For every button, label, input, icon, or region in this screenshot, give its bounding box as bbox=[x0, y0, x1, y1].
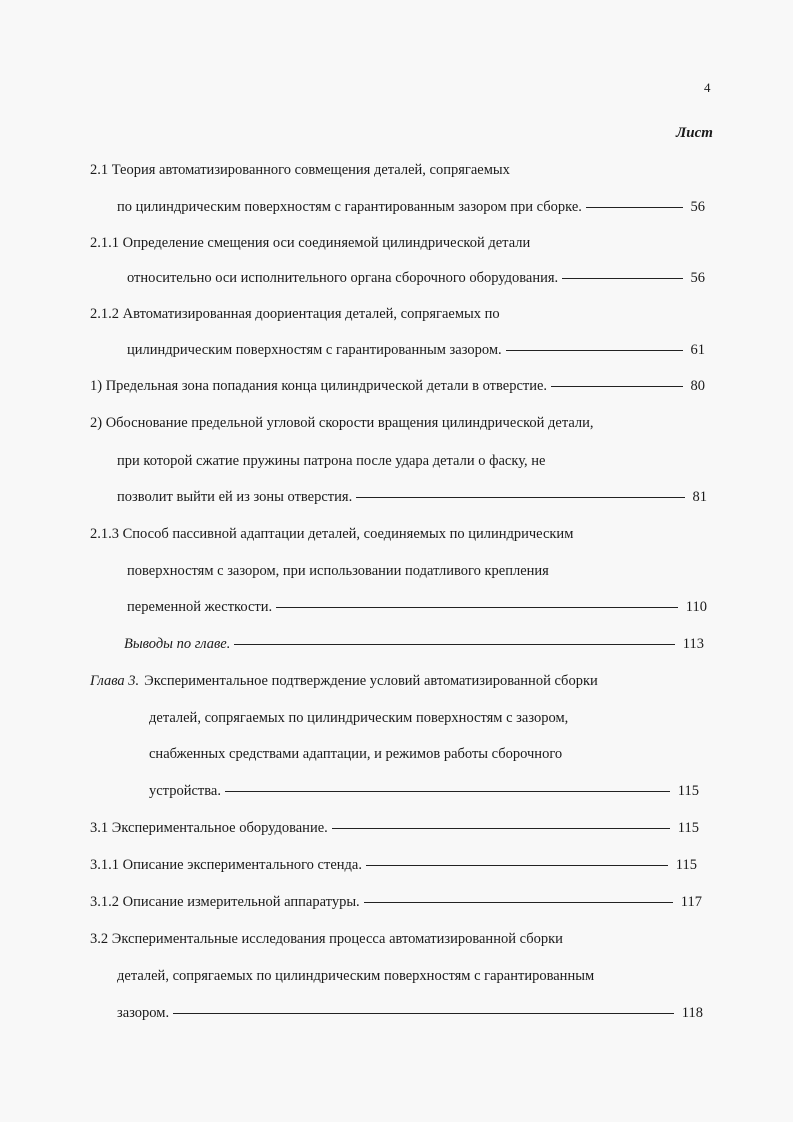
toc-page-number: 80 bbox=[690, 378, 705, 394]
toc-entry-text: 2.1.3 Способ пассивной адаптации деталей, соединяемых по цилиндрическим bbox=[90, 526, 574, 542]
dot-leader bbox=[562, 278, 682, 279]
toc-entry bbox=[90, 524, 573, 544]
page-number: 4 bbox=[704, 80, 711, 95]
toc-entry bbox=[90, 818, 699, 838]
toc-entry bbox=[90, 929, 563, 949]
toc-entry bbox=[90, 855, 697, 875]
toc-entry bbox=[124, 634, 704, 654]
dot-leader bbox=[551, 386, 682, 387]
toc-entry-text: 1) Предельная зона попадания конца цилиндрической детали в отверстие. bbox=[90, 378, 548, 394]
toc-entry-text: снабженных средствами адаптации, и режимов работы сборочного bbox=[149, 746, 563, 762]
sheet-column-label: Лист bbox=[676, 125, 713, 141]
toc-entry-text: деталей, сопрягаемых по цилиндрическим поверхностям с гарантированным bbox=[117, 968, 595, 984]
toc-entry bbox=[127, 340, 705, 360]
dot-leader bbox=[234, 644, 674, 645]
toc-entry-text: позволит выйти ей из зоны отверстия. bbox=[117, 489, 353, 505]
toc-entry-text: 3.2 Экспериментальные исследования процесса автоматизированной сборки bbox=[90, 931, 563, 947]
toc-page-number: 110 bbox=[685, 599, 707, 615]
toc-entry bbox=[90, 413, 594, 433]
toc-entry-text: 2.1.1 Определение смещения оси соединяемой цилиндрической детали bbox=[90, 235, 531, 251]
toc-entry-text: 3.1.1 Описание экспериментального стенда. bbox=[90, 857, 362, 873]
toc-entry bbox=[117, 1003, 703, 1023]
toc-entry bbox=[149, 744, 562, 764]
toc-entry bbox=[127, 561, 549, 581]
toc-entry-text: относительно оси исполнительного органа сборочного оборудования. bbox=[127, 270, 559, 286]
toc-entry bbox=[90, 160, 510, 180]
toc-page-number: 118 bbox=[681, 1005, 703, 1021]
toc-entry-text: при которой сжатие пружины патрона после удара детали о фаску, не bbox=[117, 453, 546, 469]
toc-entry-text: по цилиндрическим поверхностям с гарантированным зазором при сборке. bbox=[117, 199, 582, 215]
dot-leader bbox=[586, 207, 683, 208]
toc-entry-text: Экспериментальное подтверждение условий автоматизированной сборки bbox=[144, 673, 598, 689]
toc-entry bbox=[117, 197, 705, 217]
toc-entry bbox=[127, 268, 705, 288]
dot-leader bbox=[225, 791, 670, 792]
toc-entry bbox=[117, 451, 545, 471]
toc-entry-text: 2) Обоснование предельной угловой скорости вращения цилиндрической детали, bbox=[90, 415, 594, 431]
toc-entry-text: зазором. bbox=[117, 1005, 170, 1021]
toc-page-number: 56 bbox=[690, 199, 705, 215]
toc-entry-text: 2.1 Теория автоматизированного совмещения деталей, сопрягаемых bbox=[90, 162, 510, 178]
toc-entry bbox=[90, 892, 702, 912]
toc-page-number: 81 bbox=[692, 489, 707, 505]
toc-entry-text: цилиндрическим поверхностям с гарантированным зазором. bbox=[127, 342, 502, 358]
dot-leader bbox=[506, 350, 683, 351]
dot-leader bbox=[364, 902, 673, 903]
toc-entry-text: переменной жесткости. bbox=[127, 599, 273, 615]
toc-page-number: 113 bbox=[682, 636, 704, 652]
toc-entry-text: 2.1.2 Автоматизированная доориентация деталей, сопрягаемых по bbox=[90, 306, 500, 322]
toc-entry-text: деталей, сопрягаемых по цилиндрическим поверхностям с зазором, bbox=[149, 710, 569, 726]
toc-entry bbox=[149, 781, 699, 801]
toc-page-number: 115 bbox=[677, 820, 699, 836]
toc-entry-text: Выводы по главе. bbox=[124, 636, 231, 652]
toc-entry bbox=[90, 233, 530, 253]
chapter-prefix: Глава 3. bbox=[90, 673, 140, 689]
dot-leader bbox=[366, 865, 668, 866]
toc-page-number: 117 bbox=[680, 894, 702, 910]
dot-leader bbox=[276, 607, 678, 608]
toc-entry bbox=[90, 304, 500, 324]
toc-entry bbox=[149, 708, 568, 728]
toc-entry bbox=[117, 487, 707, 507]
toc-entry-text: поверхностям с зазором, при использовании податливого крепления bbox=[127, 563, 549, 579]
toc-entry-text: устройства. bbox=[149, 783, 221, 799]
toc-entry-text: 3.1 Экспериментальное оборудование. bbox=[90, 820, 328, 836]
toc-entry bbox=[90, 671, 598, 691]
toc-entry bbox=[117, 966, 594, 986]
dot-leader bbox=[173, 1013, 674, 1014]
toc-page-number: 115 bbox=[677, 783, 699, 799]
toc-page-number: 115 bbox=[675, 857, 697, 873]
dot-leader bbox=[356, 497, 684, 498]
toc-page-number: 61 bbox=[690, 342, 705, 358]
toc-entry bbox=[127, 597, 707, 617]
dot-leader bbox=[332, 828, 670, 829]
toc-entry-text: 3.1.2 Описание измерительной аппаратуры. bbox=[90, 894, 360, 910]
toc-entry bbox=[90, 376, 705, 396]
toc-page-number: 56 bbox=[690, 270, 705, 286]
